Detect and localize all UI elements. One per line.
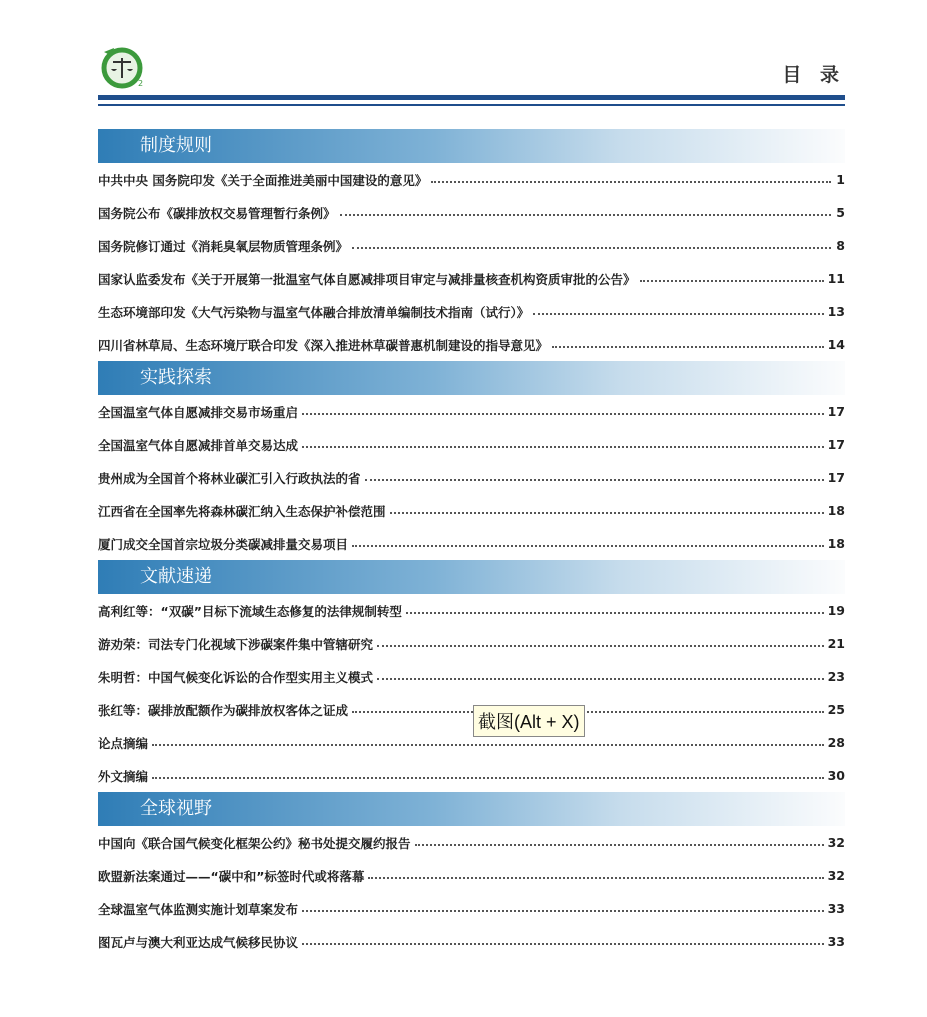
toc-entry[interactable] — [98, 428, 845, 461]
toc-entry-title: 图瓦卢与澳大利亚达成气候移民协议 — [98, 934, 299, 950]
toc-entry-title: 高利红等：“双碳”目标下流域生态修复的法律规制转型 — [98, 603, 402, 619]
toc-entry-page: 28 — [827, 735, 845, 750]
toc-entry-title: 国家认监委发布《关于开展第一批温室气体自愿减排项目审定与减排量核查机构资质审批的公告》 — [98, 271, 636, 287]
toc-entry-page: 1 — [836, 172, 845, 187]
toc-entry[interactable] — [98, 660, 845, 693]
toc-entry[interactable] — [98, 627, 845, 660]
dot-leader — [431, 181, 831, 183]
toc-entry[interactable] — [98, 328, 845, 361]
toc-entry-title: 中共中央 国务院印发《关于全面推进美丽中国建设的意见》 — [98, 172, 428, 188]
section-header: 文献速递 — [98, 560, 845, 594]
section-header: 制度规则 — [98, 129, 845, 163]
toc-entry-page: 19 — [827, 603, 845, 618]
toc-entry-page: 23 — [827, 669, 845, 684]
toc-entry[interactable] — [98, 594, 845, 627]
dot-leader — [302, 446, 824, 448]
toc-entry[interactable] — [98, 295, 845, 328]
toc-entry-page: 32 — [827, 835, 845, 850]
dot-leader — [368, 877, 823, 879]
dot-leader — [352, 545, 824, 547]
toc-entry-page: 17 — [827, 404, 845, 419]
toc-entry-title: 中国向《联合国气候变化框架公约》秘书处提交履约报告 — [98, 835, 411, 851]
section-header: 实践探索 — [98, 361, 845, 395]
toc-entry[interactable] — [98, 262, 845, 295]
table-of-contents — [98, 129, 845, 958]
dot-leader — [340, 214, 831, 216]
dot-leader — [352, 711, 824, 713]
dot-leader — [302, 413, 824, 415]
header-rule — [98, 95, 845, 100]
page-title: 目 录 — [782, 64, 845, 86]
toc-entry[interactable] — [98, 693, 845, 726]
toc-entry[interactable] — [98, 892, 845, 925]
toc-entry-page: 5 — [836, 205, 845, 220]
toc-entry-page: 8 — [836, 238, 845, 253]
dot-leader — [302, 910, 824, 912]
toc-entry[interactable] — [98, 196, 845, 229]
toc-entry-title: 四川省林草局、生态环境厅联合印发《深入推进林草碳普惠机制建设的指导意见》 — [98, 337, 549, 353]
toc-entry-page: 33 — [827, 934, 845, 949]
screenshot-tooltip: 截图(Alt + X) — [473, 705, 585, 737]
dot-leader — [352, 247, 831, 249]
toc-entry[interactable] — [98, 859, 845, 892]
dot-leader — [415, 844, 824, 846]
toc-entry-title: 国务院公布《碳排放权交易管理暂行条例》 — [98, 205, 336, 221]
toc-entry-title: 生态环境部印发《大气污染物与温室气体融合排放清单编制技术指南（试行）》 — [98, 304, 530, 320]
toc-entry-title: 全球温室气体监测实施计划草案发布 — [98, 901, 299, 917]
toc-entry-title: 欧盟新法案通过——“碳中和”标签时代或将落幕 — [98, 868, 365, 884]
toc-entry-title: 张红等：碳排放配额作为碳排放权客体之证成 — [98, 702, 349, 718]
toc-entry[interactable] — [98, 163, 845, 196]
toc-entry-page: 30 — [827, 768, 845, 783]
toc-entry[interactable] — [98, 826, 845, 859]
dot-leader — [365, 479, 824, 481]
toc-entry-title: 国务院修订通过《消耗臭氧层物质管理条例》 — [98, 238, 349, 254]
toc-entry[interactable] — [98, 395, 845, 428]
toc-entry[interactable] — [98, 461, 845, 494]
toc-entry[interactable] — [98, 726, 845, 759]
toc-entry-title: 贵州成为全国首个将林业碳汇引入行政执法的省 — [98, 470, 361, 486]
toc-entry[interactable] — [98, 494, 845, 527]
dot-leader — [533, 313, 823, 315]
toc-entry-page: 21 — [827, 636, 845, 651]
section-header: 全球视野 — [98, 792, 845, 826]
toc-entry-title: 朱明哲：中国气候变化诉讼的合作型实用主义模式 — [98, 669, 374, 685]
dot-leader — [390, 512, 824, 514]
toc-entry-page: 17 — [827, 437, 845, 452]
toc-entry-page: 18 — [827, 503, 845, 518]
dot-leader — [640, 280, 824, 282]
toc-entry-page: 14 — [827, 337, 845, 352]
toc-entry-page: 18 — [827, 536, 845, 551]
green-scales-logo-icon — [100, 44, 146, 90]
toc-entry-title: 厦门成交全国首宗垃圾分类碳减排量交易项目 — [98, 536, 349, 552]
dot-leader — [552, 346, 824, 348]
toc-entry-title: 江西省在全国率先将森林碳汇纳入生态保护补偿范围 — [98, 503, 386, 519]
toc-entry-title: 全国温室气体自愿减排首单交易达成 — [98, 437, 299, 453]
toc-entry-page: 17 — [827, 470, 845, 485]
toc-entry-page: 33 — [827, 901, 845, 916]
toc-entry[interactable] — [98, 759, 845, 792]
dot-leader — [406, 612, 824, 614]
toc-entry-page: 11 — [827, 271, 845, 286]
toc-entry[interactable] — [98, 229, 845, 262]
dot-leader — [152, 777, 824, 779]
dot-leader — [302, 943, 824, 945]
toc-entry-title: 全国温室气体自愿减排交易市场重启 — [98, 404, 299, 420]
toc-entry[interactable] — [98, 925, 845, 958]
toc-entry-page: 32 — [827, 868, 845, 883]
dot-leader — [152, 744, 824, 746]
toc-entry-page: 25 — [827, 702, 845, 717]
toc-entry-title: 论点摘编 — [98, 735, 149, 751]
dot-leader — [377, 645, 824, 647]
dot-leader — [377, 678, 824, 680]
toc-entry-title: 外文摘编 — [98, 768, 149, 784]
header-rule-thin — [98, 104, 845, 106]
toc-entry[interactable] — [98, 527, 845, 560]
toc-entry-page: 13 — [827, 304, 845, 319]
toc-entry-title: 游劝荣：司法专门化视域下涉碳案件集中管辖研究 — [98, 636, 374, 652]
svg-text:2: 2 — [138, 79, 144, 88]
